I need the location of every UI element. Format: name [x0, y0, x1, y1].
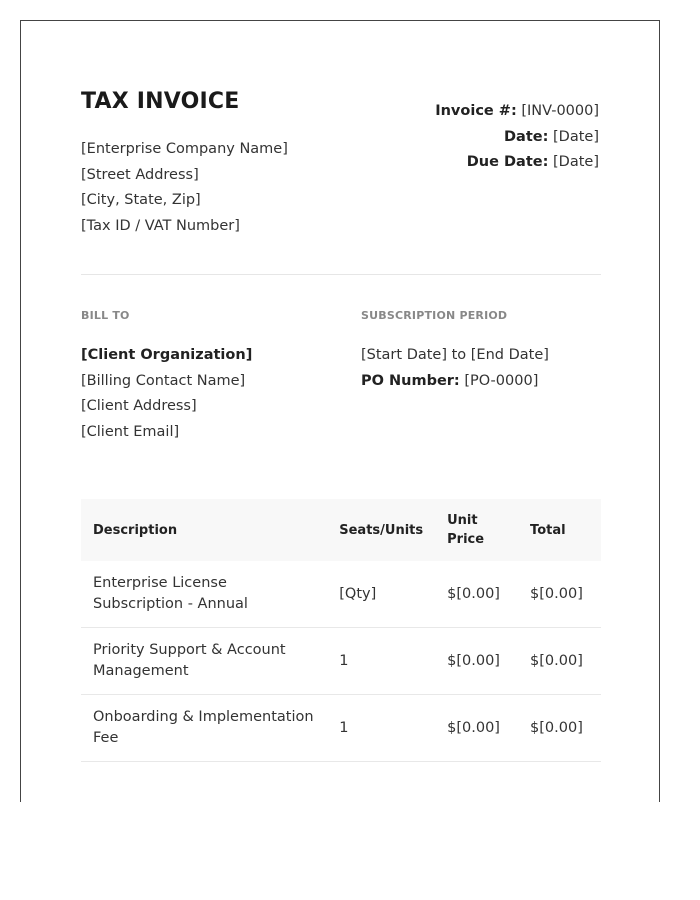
- invoice-date-value: [Date]: [553, 128, 599, 145]
- line-items-table: [81, 499, 601, 762]
- po-number-value: [PO-0000]: [464, 372, 539, 389]
- header-description: Description: [93, 522, 178, 538]
- row-total: $[0.00]: [518, 628, 601, 695]
- company-street: [Street Address]: [81, 166, 199, 183]
- invoice-number-label: Invoice #:: [435, 103, 517, 119]
- due-date-row: [435, 150, 599, 176]
- subscription-details: [361, 343, 549, 394]
- row-description: Enterprise License Subscription - Annual: [81, 561, 327, 628]
- row-quantity: 1: [327, 695, 435, 762]
- row-description: Onboarding & Implementation Fee: [81, 695, 327, 762]
- header-unit-price: [435, 499, 518, 561]
- invoice-meta: [435, 99, 599, 176]
- header-total: Total: [530, 522, 566, 538]
- client-email: [Client Email]: [81, 424, 180, 441]
- invoice-number-row: [435, 99, 599, 125]
- client-address: [Client Address]: [81, 398, 197, 415]
- row-quantity: 1: [327, 628, 435, 695]
- row-description: Priority Support & Account Management: [81, 628, 327, 695]
- invoice-number-value: [INV-0000]: [521, 103, 599, 119]
- row-unit-price: $[0.00]: [435, 561, 518, 628]
- company-name: [Enterprise Company Name]: [81, 141, 288, 157]
- bill-to-label: BILL TO: [81, 309, 130, 322]
- billing-contact: [Billing Contact Name]: [81, 372, 246, 389]
- due-date-label: Due Date:: [466, 154, 549, 170]
- header-divider: [81, 274, 601, 275]
- company-tax-id: [Tax ID / VAT Number]: [81, 218, 240, 235]
- invoice-title: TAX INVOICE: [81, 89, 240, 114]
- row-quantity: [Qty]: [327, 561, 435, 628]
- due-date-value: [Date]: [553, 154, 599, 170]
- table-row: [81, 628, 601, 695]
- subscription-period: [Start Date] to [End Date]: [361, 347, 549, 363]
- invoice-date-label: Date:: [504, 128, 549, 145]
- subscription-period-label: SUBSCRIPTION PERIOD: [361, 309, 508, 322]
- row-unit-price: $[0.00]: [435, 628, 518, 695]
- table-row: [81, 561, 601, 628]
- invoice-page: [20, 20, 660, 802]
- header-unit-price-label: Unit Price: [447, 513, 485, 547]
- table-header-row: [81, 499, 601, 561]
- po-number-row: [361, 369, 549, 395]
- row-total: $[0.00]: [518, 561, 601, 628]
- row-unit-price: $[0.00]: [435, 695, 518, 762]
- po-number-label: PO Number:: [361, 372, 460, 389]
- header-seats-units: Seats/Units: [339, 522, 424, 538]
- client-organization: [Client Organization]: [81, 347, 253, 363]
- invoice-date-row: [435, 125, 599, 151]
- company-city: [City, State, Zip]: [81, 192, 201, 209]
- table-row: [81, 695, 601, 762]
- row-total: $[0.00]: [518, 695, 601, 762]
- company-info: [81, 137, 288, 240]
- bill-to-details: [81, 343, 252, 446]
